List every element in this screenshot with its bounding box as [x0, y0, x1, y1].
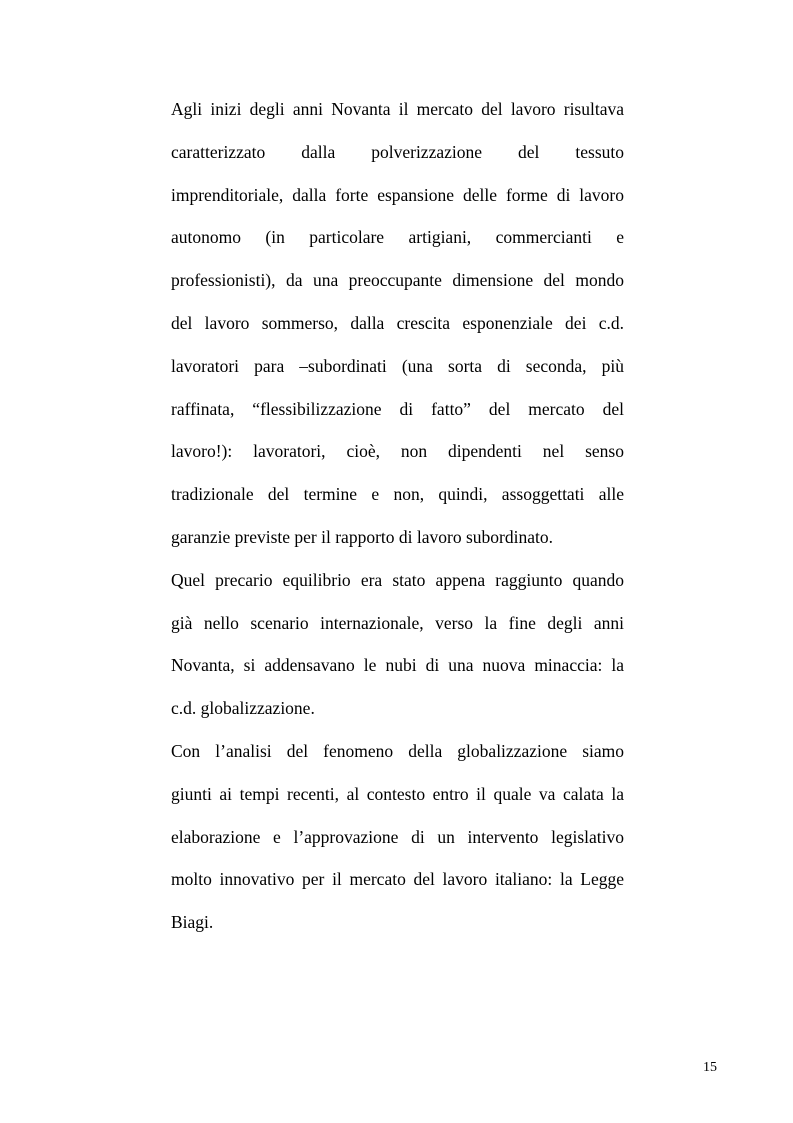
paragraph-1 — [171, 88, 624, 559]
body-text — [171, 88, 624, 944]
paragraph-3 — [171, 730, 624, 944]
paragraph-2 — [171, 559, 624, 730]
text-line: del lavoro sommerso, dalla crescita esponenziale dei c.d. — [171, 312, 624, 333]
text-line: imprenditoriale, dalla forte espansione delle forme di lavoro — [171, 184, 624, 205]
text-line: lavoro!): lavoratori, cioè, non dipendenti nel senso — [171, 441, 624, 462]
text-line: Agli inizi degli anni Novanta il mercato del lavoro risultava — [171, 99, 624, 119]
text-line: c.d. globalizzazione. — [171, 698, 315, 719]
text-line: giunti ai tempi recenti, al contesto entro il quale va calata la — [171, 783, 624, 804]
text-line: Novanta, si addensavano le nubi di una nuova minaccia: la — [171, 655, 624, 676]
text-line: garanzie previste per il rapporto di lavoro subordinato. — [171, 526, 553, 547]
page-number: 15 — [703, 1060, 717, 1075]
text-line: Quel precario equilibrio era stato appena raggiunto quando — [171, 569, 624, 590]
text-line: Con l’analisi del fenomeno della globalizzazione siamo — [171, 740, 624, 761]
text-line: elaborazione e l’approvazione di un intervento legislativo — [171, 826, 624, 847]
text-line: caratterizzato dalla polverizzazione del tessuto — [171, 141, 624, 162]
text-line: già nello scenario internazionale, verso la fine degli anni — [171, 612, 624, 633]
text-line: professionisti), da una preoccupante dimensione del mondo — [171, 270, 624, 291]
text-line: raffinata, “flessibilizzazione di fatto” del mercato del — [171, 398, 624, 419]
text-line: lavoratori para –subordinati (una sorta di seconda, più — [171, 355, 624, 376]
text-line: Biagi. — [171, 912, 214, 933]
text-line: autonomo (in particolare artigiani, commercianti e — [171, 227, 624, 248]
text-line: molto innovativo per il mercato del lavoro italiano: la Legge — [171, 869, 624, 890]
text-line: tradizionale del termine e non, quindi, assoggettati alle — [171, 484, 624, 505]
